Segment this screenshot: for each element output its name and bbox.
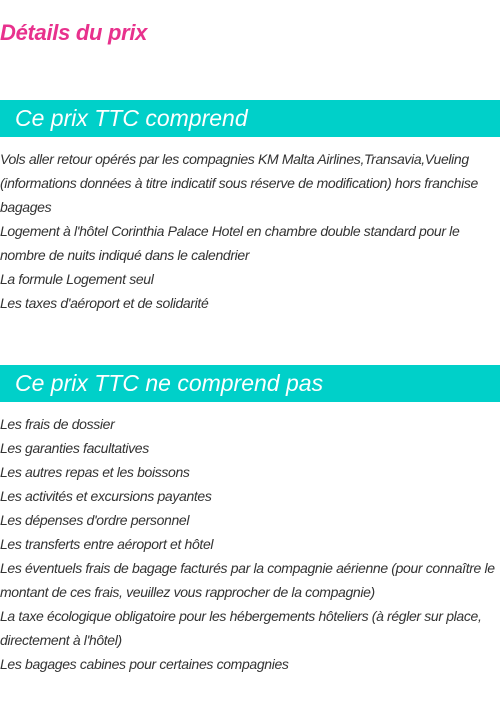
- included-item: Vols aller retour opérés par les compagnies KM Malta Airlines,Transavia,Vueling (informations données à titre indicatif sous réserve de modification) hors franchise bagages: [0, 151, 478, 215]
- excluded-item: Les activités et excursions payantes: [0, 488, 212, 504]
- included-items-list: [0, 147, 500, 315]
- excluded-item: Les frais de dossier: [0, 416, 115, 432]
- excluded-section-header: Ce prix TTC ne comprend pas: [0, 365, 500, 402]
- page-title: Détails du prix: [0, 20, 148, 45]
- excluded-item: Les transferts entre aéroport et hôtel: [0, 536, 214, 552]
- excluded-item: La taxe écologique obligatoire pour les hébergements hôteliers (à régler sur place, directement à l'hôtel): [0, 608, 482, 648]
- included-item: La formule Logement seul: [0, 271, 154, 287]
- excluded-item: Les bagages cabines pour certaines compagnies: [0, 656, 289, 672]
- included-item: Logement à l'hôtel Corinthia Palace Hotel en chambre double standard pour le nombre de nuits indiqué dans le calendrier: [0, 223, 460, 263]
- included-section-header: Ce prix TTC comprend: [0, 100, 500, 137]
- excluded-items-list: [0, 412, 500, 676]
- included-item: Les taxes d'aéroport et de solidarité: [0, 295, 209, 311]
- excluded-item: Les autres repas et les boissons: [0, 464, 190, 480]
- excluded-item: Les garanties facultatives: [0, 440, 149, 456]
- excluded-item: Les dépenses d'ordre personnel: [0, 512, 190, 528]
- excluded-item: Les éventuels frais de bagage facturés par la compagnie aérienne (pour connaître le montant de ces frais, veuillez vous rapprocher de la compagnie): [0, 560, 495, 600]
